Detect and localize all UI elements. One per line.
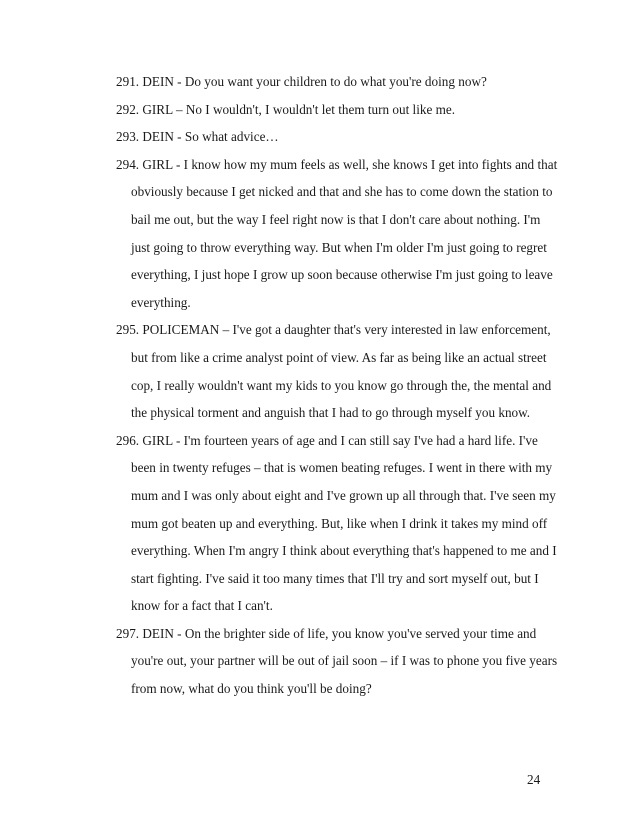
transcript-entry-297 bbox=[116, 620, 556, 703]
entry-line: you're out, your partner will be out of jail soon – if I was to phone you five years bbox=[131, 653, 558, 669]
entry-line: 292. GIRL – No I wouldn't, I wouldn't let them turn out like me. bbox=[116, 101, 456, 117]
entry-line: just going to throw everything way. But when I'm older I'm just going to regret bbox=[131, 239, 547, 255]
entry-line: everything. bbox=[131, 294, 191, 310]
entry-line: obviously because I get nicked and that and she has to come down the station to bbox=[131, 184, 553, 200]
entry-line: everything. When I'm angry I think about everything that's happened to me and I bbox=[131, 543, 557, 559]
transcript-entry-295 bbox=[116, 316, 556, 426]
entry-line: know for a fact that I can't. bbox=[131, 598, 273, 614]
entry-line: been in twenty refuges – that is women beating refuges. I went in there with my bbox=[131, 460, 553, 476]
transcript-entries bbox=[116, 68, 556, 703]
entry-line: 297. DEIN - On the brighter side of life, you know you've served your time and bbox=[116, 625, 537, 641]
transcript-entry-292 bbox=[116, 96, 556, 124]
entry-line: from now, what do you think you'll be doing? bbox=[131, 681, 372, 697]
transcript-entry-296 bbox=[116, 427, 556, 620]
transcript-entry-291 bbox=[116, 68, 556, 96]
entry-line: but from like a crime analyst point of view. As far as being like an actual street bbox=[131, 349, 547, 365]
entry-line: mum and I was only about eight and I've grown up all through that. I've seen my bbox=[131, 487, 556, 503]
entry-line: 294. GIRL - I know how my mum feels as well, she knows I get into fights and that bbox=[116, 156, 558, 172]
entry-line: 293. DEIN - So what advice… bbox=[116, 129, 279, 145]
transcript-entry-294 bbox=[116, 151, 556, 317]
entry-line: bail me out, but the way I feel right now is that I don't care about nothing. I'm bbox=[131, 211, 541, 227]
entry-line: 295. POLICEMAN – I've got a daughter that's very interested in law enforcement, bbox=[116, 322, 551, 338]
entry-line: mum got beaten up and everything. But, like when I drink it takes my mind off bbox=[131, 515, 548, 531]
entry-line: 291. DEIN - Do you want your children to do what you're doing now? bbox=[116, 74, 487, 89]
entry-line: start fighting. I've said it too many times that I'll try and sort myself out, but I bbox=[131, 570, 539, 586]
entry-line: the physical torment and anguish that I had to go through myself you know. bbox=[131, 405, 531, 421]
page-number: 24 bbox=[527, 772, 541, 787]
entry-line: 296. GIRL - I'm fourteen years of age and I can still say I've had a hard life. I've bbox=[116, 432, 538, 448]
entry-line: cop, I really wouldn't want my kids to you know go through the, the mental and bbox=[131, 377, 552, 393]
transcript-entry-293 bbox=[116, 123, 556, 151]
entry-line: everything, I just hope I grow up soon because otherwise I'm just going to leave bbox=[131, 267, 553, 283]
